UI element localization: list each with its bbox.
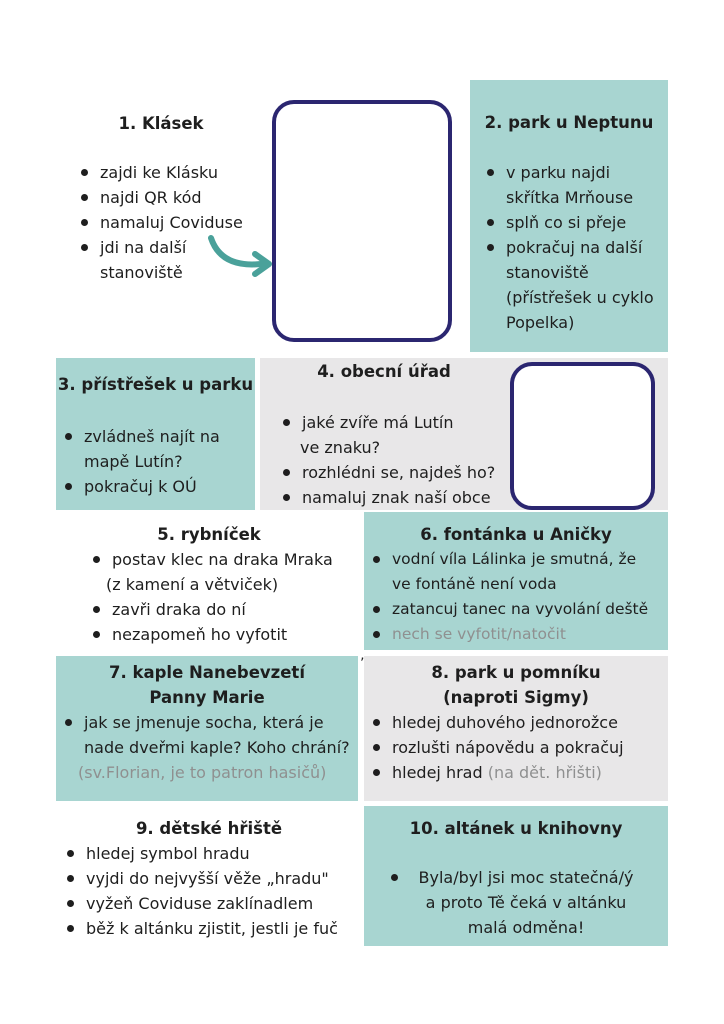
station-5-title: 5. rybníček [157, 525, 261, 544]
list-item-note: (na dět. hřišti) [487, 763, 602, 782]
list-item: vyjdi do nejvyšší věže „hradu" [66, 866, 338, 891]
list-item-continuation: Popelka) [506, 313, 575, 332]
list-item: zatancuj tanec na vyvolání deště [372, 597, 648, 622]
station-2-list [486, 160, 654, 335]
list-item: nech se vyfotit/natočit [372, 622, 648, 647]
list-item: vyžeň Coviduse zaklínadlem [66, 891, 338, 916]
curved-arrow-icon [205, 232, 273, 278]
message-line: Byla/byl jsi moc statečná/ý [418, 868, 634, 887]
list-item-continuation: stanoviště [506, 263, 589, 282]
station-7-title-line1: 7. kaple Nanebevzetí [109, 663, 305, 682]
station-8-title-line2: (naproti Sigmy) [443, 688, 589, 707]
list-item-continuation: stanoviště [100, 263, 183, 282]
list-item: jaké zvíře má Lutín [282, 410, 495, 435]
station-4-list [282, 410, 495, 510]
list-item [372, 760, 624, 785]
list-item: zajdi ke Klásku [80, 160, 243, 185]
list-item: hledej symbol hradu [66, 841, 338, 866]
station-7-title-line2: Panny Marie [149, 688, 265, 707]
drawing-frame-2 [510, 362, 655, 510]
message-line: a proto Tě čeká v altánku [425, 893, 627, 912]
station-6-panel [364, 512, 668, 650]
station-3-list [64, 424, 220, 499]
station-10-title: 10. altánek u knihovny [409, 819, 623, 838]
list-item-continuation: skřítka Mrňouse [506, 188, 634, 207]
station-3-title: 3. přístřešek u parku [57, 375, 254, 394]
list-item-continuation: (přístřešek u cyklo [506, 288, 654, 307]
station-1-title: 1. Klásek [118, 114, 204, 133]
message-line: malá odměna! [467, 918, 585, 937]
station-5-list [92, 547, 333, 647]
drawing-frame-1 [272, 100, 452, 342]
list-item-continuation: (z kamení a větviček) [106, 575, 279, 594]
list-item: rozhlédni se, najdeš ho? [282, 460, 495, 485]
list-item: jdi na další [80, 235, 243, 260]
station-9-title: 9. dětské hřiště [135, 819, 283, 838]
station-4-panel [260, 358, 668, 510]
station-9-panel [56, 806, 362, 946]
station-2-title: 2. park u Neptunu [484, 113, 654, 132]
station-9-list [66, 841, 338, 941]
list-item: hledej duhového jednorožce [372, 710, 624, 735]
station-8-list [372, 710, 624, 785]
list-item: běž k altánku zjistit, jestli je fuč [66, 916, 338, 941]
list-item-continuation: nade dveřmi kaple? Koho chrání? [84, 738, 350, 757]
station-3-panel [56, 358, 255, 510]
station-2-panel [470, 80, 668, 352]
list-item: splň co si přeje [486, 210, 654, 235]
station-8-panel [364, 656, 668, 801]
list-item: pokračuj k OÚ [64, 474, 220, 499]
list-item: pokračuj na další [486, 235, 654, 260]
list-item: zavři draka do ní [92, 597, 333, 622]
list-item: namaluj znak naší obce [282, 485, 495, 510]
list-item-continuation: ve fontáně není voda [392, 575, 557, 593]
list-item-text: hledej hrad [392, 763, 483, 782]
station-6-list [372, 547, 648, 647]
list-item: nezapomeň ho vyfotit [92, 622, 333, 647]
station-4-title: 4. obecní úřad [317, 362, 451, 381]
list-item: rozlušti nápovědu a pokračuj [372, 735, 624, 760]
station-10-panel [364, 806, 668, 946]
station-6-title: 6. fontánka u Aničky [420, 525, 612, 544]
list-item: namaluj Coviduse [80, 210, 243, 235]
list-item-continuation: (sv.Florian, je to patron hasičů) [78, 763, 327, 782]
station-8-title-line1: 8. park u pomníku [431, 663, 601, 682]
list-item: zvládneš najít na [64, 424, 220, 449]
list-item-continuation: ve znaku? [300, 438, 381, 457]
station-10-message [384, 865, 668, 940]
station-5-panel [56, 512, 362, 650]
stray-mark: ’ [360, 656, 365, 672]
list-item: vodní víla Lálinka je smutná, že [372, 547, 648, 572]
list-item-continuation: mapě Lutín? [84, 452, 183, 471]
list-item: postav klec na draka Mraka [92, 547, 333, 572]
station-7-panel [56, 656, 358, 801]
list-item: jak se jmenuje socha, která je [64, 710, 350, 735]
list-item: v parku najdi [486, 160, 654, 185]
list-item: najdi QR kód [80, 185, 243, 210]
station-7-list [64, 710, 350, 785]
